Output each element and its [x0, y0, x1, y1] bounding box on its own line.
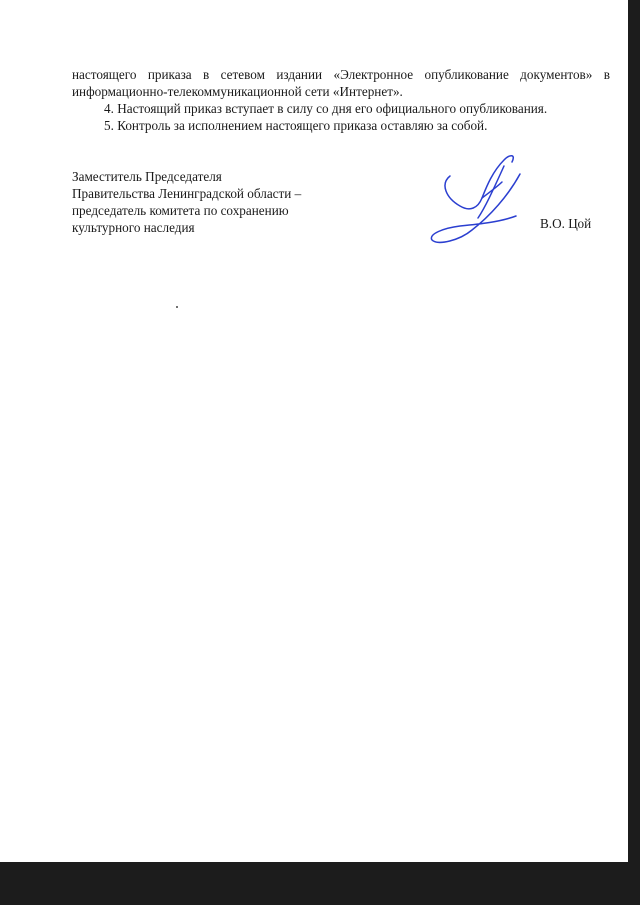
scan-border-right: [628, 0, 640, 905]
scan-border-bottom: [0, 862, 640, 905]
handwritten-signature: [420, 146, 530, 250]
paragraph-item-5: 5. Контроль за исполнением настоящего приказа оставляю за собой.: [104, 118, 488, 133]
document-body: [72, 66, 610, 134]
signatory-title-line: Правительства Ленинградской области –: [72, 186, 302, 201]
signatory-title: [72, 168, 372, 236]
paragraph-publication: настоящего приказа в сетевом издании «Электронное опубликование документов» в информационно-телекоммуникационной сети «Интернет».: [72, 67, 610, 99]
paragraph-item-4: 4. Настоящий приказ вступает в силу со дня его официального опубликования.: [104, 101, 548, 116]
signatory-name: В.О. Цой: [540, 216, 592, 231]
signatory-title-line: Заместитель Председателя: [72, 169, 222, 184]
scan-speck: [176, 306, 178, 308]
signatory-title-line: культурного наследия: [72, 220, 195, 235]
signatory-title-line: председатель комитета по сохранению: [72, 203, 289, 218]
